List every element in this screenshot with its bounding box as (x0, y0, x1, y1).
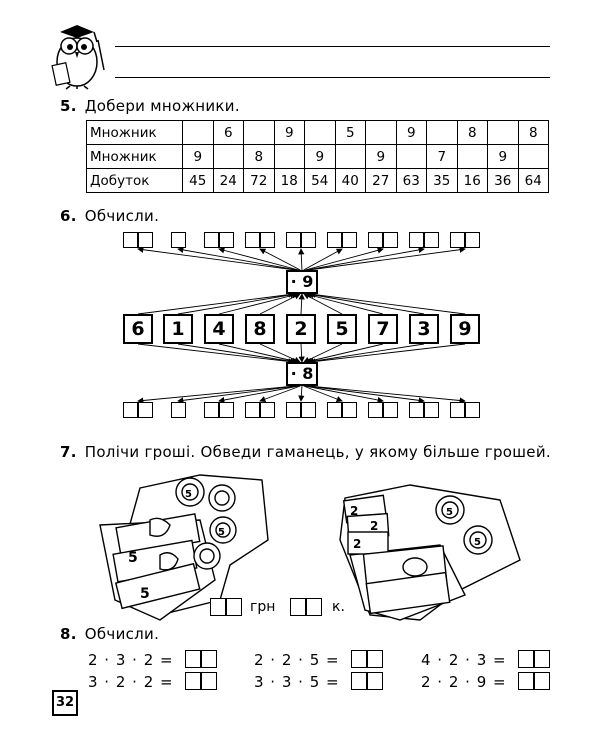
task-8-expression: 2 · 2 · 9 = (421, 673, 507, 691)
left-coin-label-2: 5 (218, 527, 225, 538)
task-8-answer-cell[interactable] (534, 672, 550, 690)
row-label: Множник (87, 121, 183, 145)
hryvnia-answer-box-2[interactable] (226, 598, 242, 616)
page-number: 32 (52, 690, 78, 716)
task-8-expression: 3 · 3 · 5 = (254, 673, 340, 691)
task-6-title: Обчисли. (84, 207, 160, 225)
task-8-answer-cell[interactable] (367, 650, 383, 668)
task-8-expression: 2 · 2 · 5 = (254, 651, 340, 669)
left-banknote-label-1: 5 (128, 550, 138, 566)
value-cell: 36 (488, 169, 519, 193)
task-8-answer-cell[interactable] (518, 672, 534, 690)
digit-box: 2 (286, 314, 316, 344)
value-cell: 64 (518, 169, 549, 193)
value-cell: 9 (274, 121, 305, 145)
value-cell: 45 (183, 169, 214, 193)
value-cell: 40 (335, 169, 366, 193)
right-coin-label-2: 5 (474, 537, 481, 548)
value-cell: 9 (183, 145, 214, 169)
value-cell: 9 (396, 121, 427, 145)
digit-box: 9 (450, 314, 480, 344)
value-cell: 6 (213, 121, 244, 145)
digit-box: 8 (245, 314, 275, 344)
hryvnia-answer-box-1[interactable] (210, 598, 226, 616)
task-8-answer-cell[interactable] (367, 672, 383, 690)
task-8-answer-cell[interactable] (534, 650, 550, 668)
value-cell: 72 (244, 169, 275, 193)
digit-box: 7 (368, 314, 398, 344)
value-cell: 7 (427, 145, 458, 169)
right-coin-label-1: 5 (446, 507, 453, 518)
task-8-expression: 3 · 2 · 2 = (88, 673, 174, 691)
right-banknote-label-1: 2 (350, 504, 359, 518)
task-8-answer-cell[interactable] (518, 650, 534, 668)
kopeck-unit: к. (332, 599, 345, 615)
task-7-title: Полічи гроші. Обведи гаманець, у якому більше грошей. (84, 443, 551, 461)
task-6-number: 6. (60, 207, 77, 225)
task-5-title: Добери множники. (84, 97, 240, 115)
value-cell: 5 (335, 121, 366, 145)
task-8-expression: 4 · 2 · 3 = (421, 651, 507, 669)
value-cell: 24 (213, 169, 244, 193)
row-label: Добуток (87, 169, 183, 193)
left-coin-label-1: 5 (185, 489, 192, 500)
value-cell: 18 (274, 169, 305, 193)
task-5-number: 5. (60, 97, 77, 115)
task-8-answer-cell[interactable] (351, 672, 367, 690)
value-cell: 63 (396, 169, 427, 193)
row-label: Множник (87, 145, 183, 169)
kopeck-answer-box-2[interactable] (306, 598, 322, 616)
digit-box: 1 (163, 314, 193, 344)
digit-box: 4 (204, 314, 234, 344)
right-banknote-label-2: 2 (370, 519, 379, 533)
value-cell: 27 (366, 169, 397, 193)
value-cell: 54 (305, 169, 336, 193)
task-8-answer-cell[interactable] (185, 650, 201, 668)
task-7-number: 7. (60, 443, 77, 461)
task-8-expression: 2 · 3 · 2 = (88, 651, 174, 669)
task-8-heading (60, 625, 159, 643)
task-8-answer-cell[interactable] (185, 672, 201, 690)
digit-box: 3 (409, 314, 439, 344)
value-cell: 16 (457, 169, 488, 193)
task-8-answer-cell[interactable] (201, 650, 217, 668)
value-cell: 8 (457, 121, 488, 145)
left-banknote-label-2: 5 (140, 586, 150, 602)
kopeck-answer-box-1[interactable] (290, 598, 306, 616)
value-cell: 8 (244, 145, 275, 169)
value-cell: 9 (488, 145, 519, 169)
value-cell: 35 (427, 169, 458, 193)
operator-times-9: · 9 (286, 270, 318, 294)
operator-times-8: · 8 (286, 362, 318, 386)
task-8-number: 8. (60, 625, 77, 643)
wallet-right-body (340, 485, 520, 620)
task-8-answer-cell[interactable] (351, 650, 367, 668)
hryvnia-unit: грн (250, 599, 276, 615)
value-cell: 9 (366, 145, 397, 169)
digit-box: 6 (123, 314, 153, 344)
task-8-title: Обчисли. (84, 625, 160, 643)
value-cell: 9 (305, 145, 336, 169)
digit-box: 5 (327, 314, 357, 344)
right-banknote-label-3: 2 (353, 537, 362, 551)
task-8-answer-cell[interactable] (201, 672, 217, 690)
value-cell: 8 (518, 121, 549, 145)
